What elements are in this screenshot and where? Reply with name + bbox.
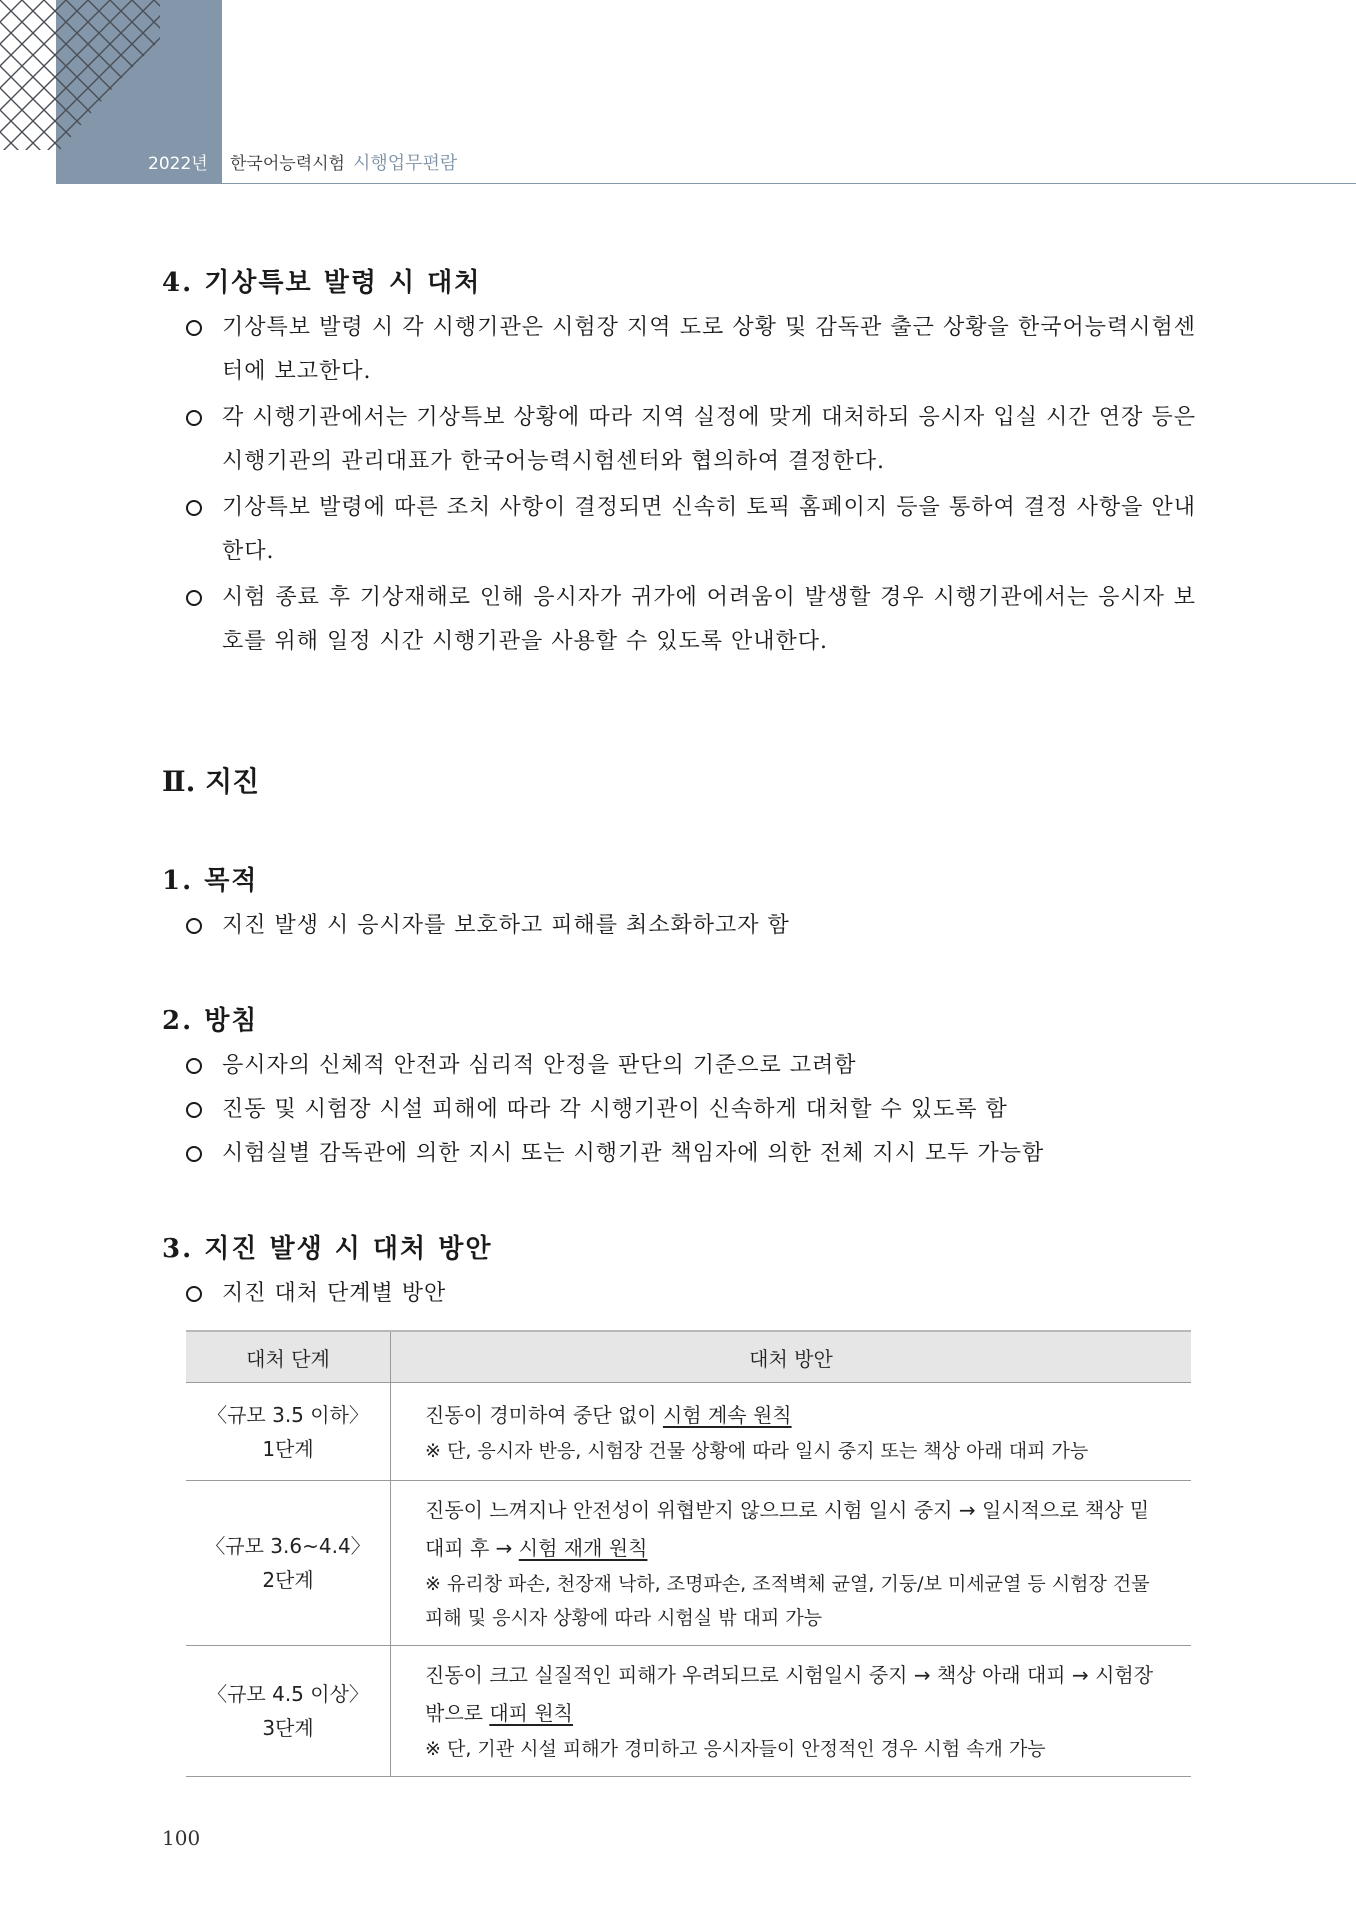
column-header-stage: 대처 단계	[186, 1331, 391, 1383]
list-item: 지진 발생 시 응시자를 보호하고 피해를 최소화하고자 함	[186, 904, 1196, 948]
stage-level: 2단계	[262, 1568, 314, 1592]
header-subtitle: 시행업무편람	[352, 153, 458, 174]
measure-principle: 시험 재개 원칙	[518, 1536, 648, 1560]
table-row	[186, 1481, 1191, 1646]
list-item: 각 시행기관에서는 기상특보 상황에 따라 지역 실정에 맞게 대처하되 응시자 입실 시간 연장 등은 시행기관의 관리대표가 한국어능력시험센터와 협의하여 결정한다.	[186, 396, 1196, 484]
stage-scale: 〈규모 4.5 이상〉	[207, 1682, 369, 1706]
table-row	[186, 1646, 1191, 1777]
column-header-measures: 대처 방안	[391, 1331, 1192, 1383]
list-item: 응시자의 신체적 안전과 심리적 안정을 판단의 기준으로 고려함	[186, 1044, 1196, 1088]
stage-scale: 〈규모 3.5 이하〉	[207, 1402, 369, 1427]
list-item: 기상특보 발령에 따른 조치 사항이 결정되면 신속히 토픽 홈페이지 등을 통하여 결정 사항을 안내한다.	[186, 486, 1196, 574]
measure-text: 진동이 느껴지나 안전성이 위협받지 않으므로 시험 일시 중지 → 일시적으로 책상 밑 대피 후 →	[425, 1498, 1150, 1560]
table-row	[186, 1383, 1191, 1481]
measure-note: ※ 단, 응시자 반응, 시험장 건물 상황에 따라 일시 중지 또는 책상 아래 대피 가능	[425, 1439, 1089, 1462]
earthquake-response-table	[186, 1330, 1191, 1777]
header-year: 2022년	[148, 154, 208, 174]
stage-cell	[186, 1646, 391, 1777]
stage-cell	[186, 1383, 391, 1481]
list-item: 시험 종료 후 기상재해로 인해 응시자가 귀가에 어려움이 발생할 경우 시행기관에서는 응시자 보호를 위해 일정 시간 시행기관을 사용할 수 있도록 안내한다.	[186, 576, 1196, 664]
list-item: 진동 및 시험장 시설 피해에 따라 각 시행기관이 신속하게 대처할 수 있도록 함	[186, 1088, 1196, 1132]
measure-cell	[391, 1383, 1192, 1481]
circle-bullet-icon	[186, 500, 202, 516]
section-heading-purpose: 1. 목적	[162, 866, 259, 896]
measure-cell	[391, 1646, 1192, 1777]
list-item: 시험실별 감독관에 의한 지시 또는 시행기관 책임자에 의한 전체 지시 모두 가능함	[186, 1132, 1196, 1176]
circle-bullet-icon	[186, 320, 202, 336]
table-header-row	[186, 1331, 1191, 1383]
circle-bullet-icon	[186, 1058, 202, 1074]
measure-text: 진동이 크고 실질적인 피해가 우려되므로 시험일시 중지 → 책상 아래 대피 → 시험장 밖으로	[425, 1663, 1154, 1725]
measure-note: ※ 단, 기관 시설 피해가 경미하고 응시자들이 안정적인 경우 시험 속개 가능	[425, 1738, 1046, 1760]
stage-level: 3단계	[262, 1716, 314, 1740]
section-heading-weather: 4. 기상특보 발령 시 대처	[162, 268, 482, 298]
stage-level: 1단계	[262, 1436, 314, 1461]
header-title	[230, 149, 457, 175]
measure-principle: 시험 계속 원칙	[662, 1402, 792, 1427]
measure-cell	[391, 1481, 1192, 1646]
measure-principle: 대피 원칙	[489, 1701, 573, 1725]
header-rule	[222, 183, 1356, 184]
circle-bullet-icon	[186, 1286, 202, 1302]
circle-bullet-icon	[186, 1102, 202, 1118]
list-item: 기상특보 발령 시 각 시행기관은 시험장 지역 도로 상황 및 감독관 출근 상황을 한국어능력시험센터에 보고한다.	[186, 306, 1196, 394]
stage-cell	[186, 1481, 391, 1646]
circle-bullet-icon	[186, 410, 202, 426]
header-title-text: 한국어능력시험	[230, 154, 345, 174]
section-heading-response: 3. 지진 발생 시 대처 방안	[162, 1234, 493, 1264]
measure-note: ※ 유리창 파손, 천장재 낙하, 조명파손, 조적벽체 균열, 기둥/보 미세균열 등 시험장 건물 피해 및 응시자 상황에 따라 시험실 밖 대피 가능	[425, 1573, 1150, 1629]
page-number: 100	[162, 1826, 201, 1850]
measure-text: 진동이 경미하여 중단 없이	[425, 1402, 663, 1427]
section-heading-policy: 2. 방침	[162, 1006, 259, 1036]
list-item: 지진 대처 단계별 방안	[186, 1272, 1196, 1316]
stage-scale: 〈규모 3.6~4.4〉	[205, 1534, 371, 1558]
header-lattice-pattern	[0, 0, 222, 150]
circle-bullet-icon	[186, 590, 202, 606]
circle-bullet-icon	[186, 918, 202, 934]
circle-bullet-icon	[186, 1146, 202, 1162]
chapter-heading-earthquake: Ⅱ. 지진	[162, 765, 260, 798]
